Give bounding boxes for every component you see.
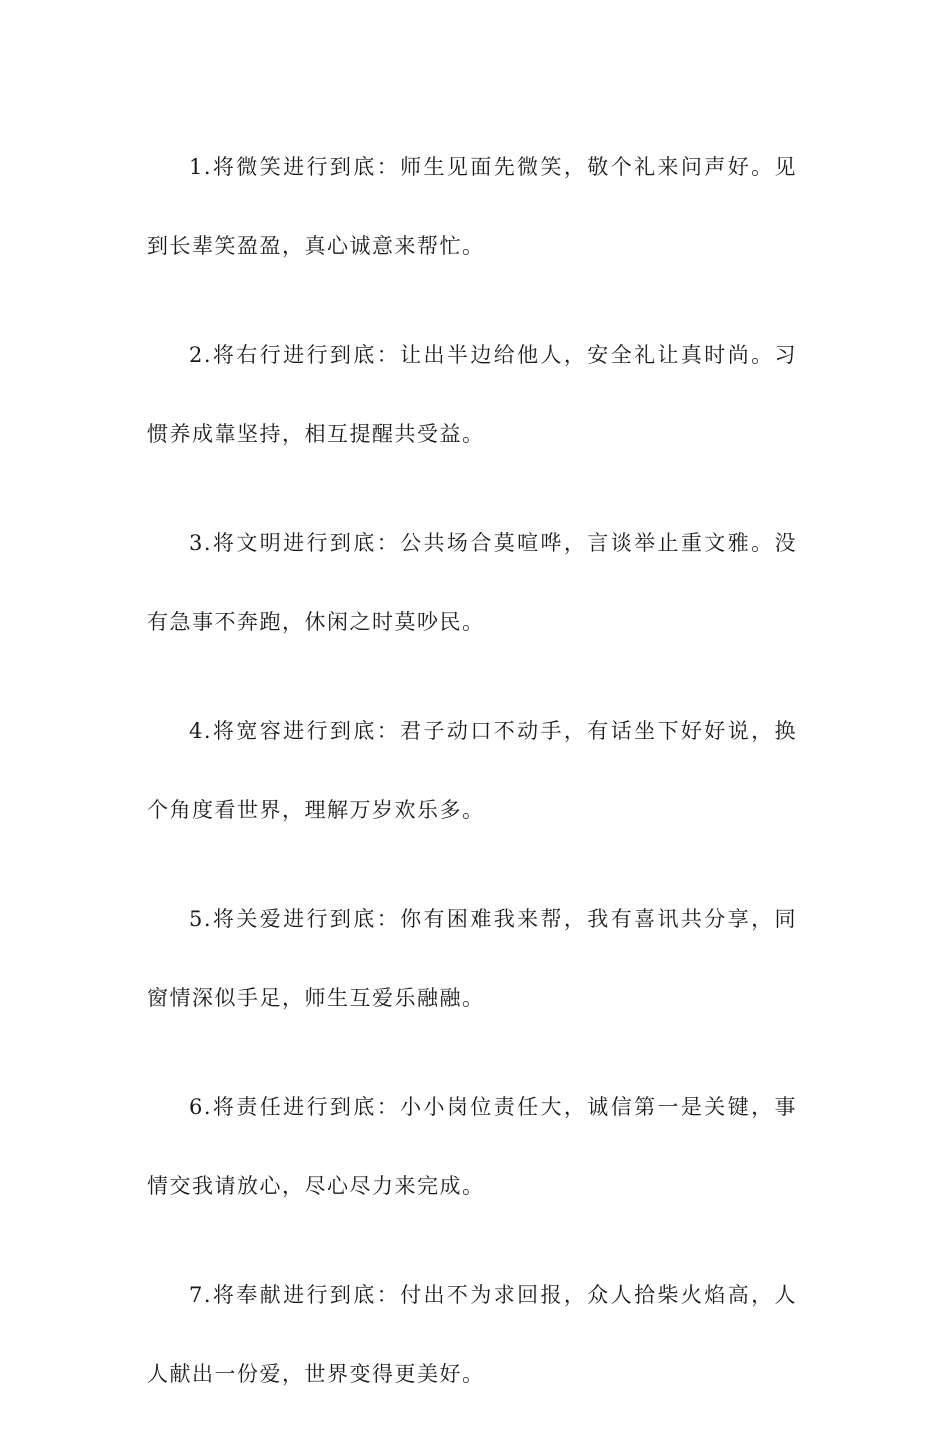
paragraph-tolerance: 4.将宽容进行到底：君子动口不动手，有话坐下好好说，换个角度看世界，理解万岁欢乐多。 xyxy=(147,719,797,822)
paragraph-dedication: 7.将奉献进行到底：付出不为求回报，众人拾柴火焰高，人人献出一份爱，世界变得更美好。 xyxy=(147,1283,797,1386)
paragraph-care: 5.将关爱进行到底：你有困难我来帮，我有喜讯共分享，同窗情深似手足，师生互爱乐融融。 xyxy=(147,907,797,1010)
paragraph-responsibility: 6.将责任进行到底：小小岗位责任大，诚信第一是关键，事情交我请放心，尽心尽力来完成。 xyxy=(147,1095,797,1198)
paragraph-civility: 3.将文明进行到底：公共场合莫喧哗，言谈举止重文雅。没有急事不奔跑，休闲之时莫吵民。 xyxy=(147,531,797,634)
paragraph-keep-right: 2.将右行进行到底：让出半边给他人，安全礼让真时尚。习惯养成靠坚持，相互提醒共受益。 xyxy=(147,343,797,446)
document-page xyxy=(147,128,797,1444)
paragraph-smile: 1.将微笑进行到底：师生见面先微笑，敬个礼来问声好。见到长辈笑盈盈，真心诚意来帮忙。 xyxy=(147,155,797,258)
